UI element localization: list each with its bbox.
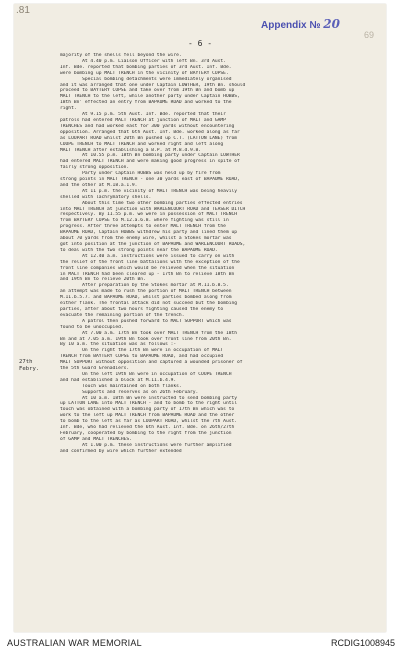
text-line: had entered MALT TRENCH and were making good progress in spite of bbox=[60, 159, 240, 165]
text-line: patrols had entered MALT TRENCH at junction of MALT and GAMP bbox=[60, 117, 226, 123]
text-line: At 9.15 p.m. 5th Aust. Inf. Bde. reported that their bbox=[60, 112, 226, 118]
text-line: At 12.40 a.m. instructions were issued to carry on with bbox=[60, 253, 235, 259]
appendix-stamp-prefix: Appendix № bbox=[261, 20, 321, 31]
text-line: proceed to BAYTERY COPSE and take over from 19th Bn and bomb up bbox=[60, 88, 235, 94]
text-line: On the right the 17th Bn were in occupation of MALT bbox=[60, 348, 224, 354]
text-line: BAPAUME ROAD, Captain HOBBS withdrew his party and lined them up bbox=[60, 230, 238, 236]
page-number: - 6 - bbox=[187, 39, 213, 48]
text-line: February, cooperated by bombing to the right from the junction bbox=[60, 431, 232, 436]
text-line: and confirmed by wire which further extended bbox=[60, 448, 182, 454]
text-line: After preparation by the Stokes mortar at M.11.b.8.5. bbox=[60, 283, 229, 289]
text-line: At 10 a.m. 18th Bn were instructed to send bombing party bbox=[60, 395, 238, 401]
text-line: either flank. The frontal attack did not succeed but the bombing bbox=[60, 301, 238, 307]
text-line: opposition. Arranged that 6th Aust. Inf. Bde. worked along as far bbox=[60, 129, 240, 135]
text-line: TRENCH from BAYTERY COPSE to BAPAUME ROAD, and had occupied bbox=[60, 354, 224, 360]
text-line: shelled with lachrymatory shells. bbox=[60, 194, 152, 200]
text-line: found to be unoccupied. bbox=[60, 324, 124, 330]
corner-mark-top-right: 69 bbox=[363, 30, 374, 40]
text-line: At 4.40 p.m. Liaison Officer with left Bn. 3rd Aust. bbox=[60, 58, 226, 64]
text-line: Special bombing detachments were immediately organised bbox=[60, 76, 232, 82]
text-line: and the other at M.18.a.1.9. bbox=[60, 182, 138, 188]
text-line: By 10 a.m. the situation was as follows :- bbox=[60, 342, 177, 348]
text-line: 18th Bn' effected an entry from BAPAUME ROAD and worked to the bbox=[60, 100, 232, 106]
text-line: About this time two other bombing parties effected entries bbox=[60, 200, 243, 206]
text-line: progress. After three attempts to enter MALT TRENCH from the bbox=[60, 224, 226, 230]
appendix-stamp-number: 20 bbox=[323, 17, 340, 31]
text-line: Inf. Bde, who had relieved the 6th Aust. Inf. Bde. on 26th/27th bbox=[60, 425, 235, 431]
text-line: and it was arranged that one under Captain LOWTHER, 19th Bn. should bbox=[60, 82, 246, 88]
text-line: At 11 p.m. the vicinity of MALT TRENCH was being heavily bbox=[60, 188, 238, 194]
text-line: into MALT TRENCH at junction with WARLENCOURT ROAD and TEASER DITCH bbox=[60, 206, 246, 212]
text-line: and had established a block at M.11.b.4.9. bbox=[60, 377, 177, 383]
text-line: fairly strong opposition. bbox=[60, 165, 130, 171]
report-body-text bbox=[60, 53, 378, 455]
appendix-stamp bbox=[261, 17, 340, 31]
text-line: got into position at the junction of BAPAUME and WARLENCOURT ROADS, bbox=[60, 242, 246, 247]
text-line: At 7.00 a.m. 17th Bn took over MALT TRENCH from the 18th bbox=[60, 330, 238, 336]
text-line: right. bbox=[60, 106, 77, 112]
margin-date-line2: Febry. bbox=[19, 366, 40, 372]
document-page bbox=[14, 4, 386, 632]
text-line: MALT TRENCH to the left, while another party under Captain HOBBS, bbox=[60, 94, 240, 100]
text-line: parties, after about two hours fighting caused the enemy to bbox=[60, 306, 224, 312]
text-line: At 1.00 p.m. these instructions were further amplified bbox=[60, 442, 232, 448]
corner-mark-top-left: .81 bbox=[16, 5, 30, 16]
text-line: were bombing up MALT TRENCH in the vicinity of BAYTERY COPSE. bbox=[60, 70, 229, 76]
text-line: Supports and reserves as on 26th February. bbox=[60, 389, 199, 395]
text-line: and 19th Bn to relieve 20th Bn. bbox=[60, 277, 146, 283]
text-line: up LATTON LANE into MALT TRENCH - and to bomb to the right until bbox=[60, 401, 238, 407]
text-line: COUPE TRENCH to MALT TRENCH and worked right and left along bbox=[60, 141, 224, 147]
text-line: the 5th Guard Grenadiers. bbox=[60, 366, 130, 372]
archive-footer bbox=[0, 634, 401, 654]
text-line: front line companies which would be relieved when the situation bbox=[60, 265, 235, 271]
text-line: evacuate the remaining portion of the trench. bbox=[60, 312, 185, 318]
text-line: from BAYTERY COPSE to M.12.a.6.8. where fighting was still in bbox=[60, 218, 229, 224]
text-line: Bn and at 7.05 a.m. 19th Bn took over front line from 20th Bn. bbox=[60, 336, 232, 342]
text-line: to bomb to the left as far as LOUPART ROAD, whilst the 7th Aust. bbox=[60, 419, 238, 425]
text-line: Party under Captain HOBBS was held up by fire from bbox=[60, 171, 221, 177]
text-line: MALT SUPPORT without opposition and captured a wounded prisoner of bbox=[60, 360, 243, 366]
text-line: A patrol then pushed forward to MALT SUPPORT which was bbox=[60, 318, 232, 324]
text-line: On the left 19th Bn were in occupation of COUPE TRENCH bbox=[60, 371, 232, 377]
text-line: majority of the shells fell beyond the wire. bbox=[60, 53, 182, 58]
text-line: touch was obtained with a bombing party of 17th Bn which was to bbox=[60, 407, 235, 413]
text-line: of GAMP and MALT TRENCHES. bbox=[60, 436, 132, 442]
text-line: respectively. By 11.55 p.m. we were in possession of MALT TRENCH bbox=[60, 212, 238, 218]
text-line: as LOUPART ROAD whilst 20th Bn pushed up C.T. (LATTON LANE) from bbox=[60, 135, 238, 141]
text-line: MALT TRENCH after establishing a B.P. at M.8.d.9.8. bbox=[60, 147, 202, 153]
text-line: At 10.55 p.m. 18th Bn bombing party under Captain LOWTHER bbox=[60, 153, 240, 159]
text-line: the relief of the front line battalions with the exception of the bbox=[60, 259, 240, 265]
text-line: TRENCHES and had worked east for 300 yards without encountering bbox=[60, 123, 235, 129]
text-line: M.11.b.5.7. and BAPAUME ROAD, whilst parties bombed along from bbox=[60, 295, 232, 301]
text-line: Touch was maintained on both flanks. bbox=[60, 383, 182, 389]
text-line: to deal with the two strong points near the BAPAUME ROAD. bbox=[60, 247, 218, 253]
archive-name: AUSTRALIAN WAR MEMORIAL bbox=[7, 638, 142, 648]
text-line: about 70 yards from the enemy wire, whilst a Stokes mortar was bbox=[60, 236, 232, 242]
text-line: work to the left up MALT TRENCH from BAPAUME ROAD and the other bbox=[60, 413, 235, 419]
margin-date-line1: 27th bbox=[19, 359, 33, 365]
text-line: an attempt was made to rush the portion of MALT TRENCH between bbox=[60, 289, 232, 295]
text-line: in MALT TRENCH had been cleared up - 17th Bn to relieve 18th Bn bbox=[60, 271, 235, 277]
text-line: strong points in MALT TRENCH - one 30 yards east of BAPAUME ROAD, bbox=[60, 177, 240, 183]
archive-reference: RCDIG1008945 bbox=[330, 638, 395, 648]
text-line: Inf. Bde. reported that bombing parties of 3rd Aust. Inf. Bde. bbox=[60, 64, 232, 70]
